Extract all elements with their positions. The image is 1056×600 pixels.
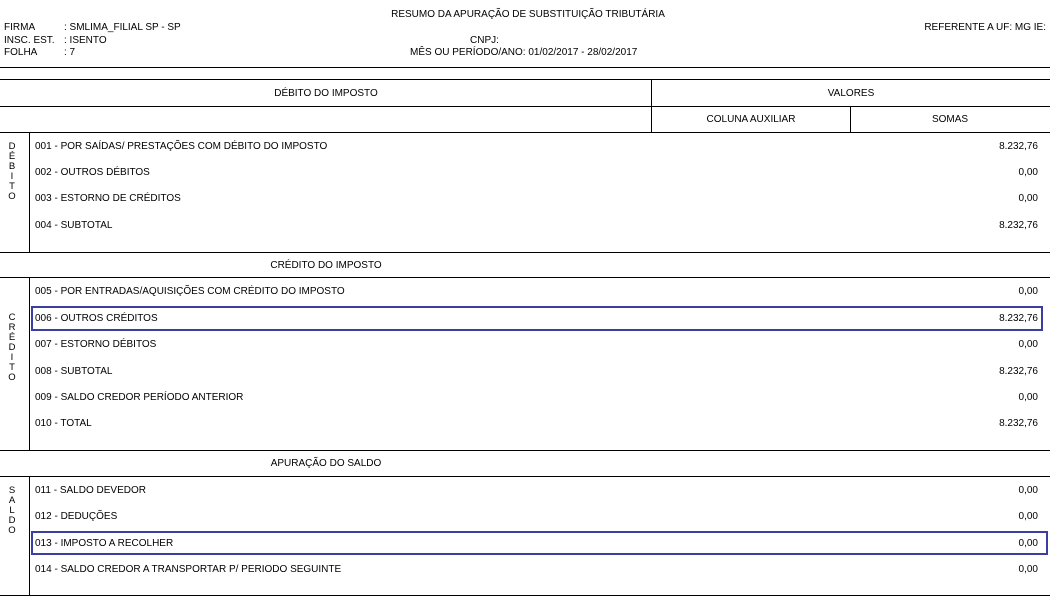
row-006-value: 8.232,76 <box>999 313 1038 324</box>
row-008-value: 8.232,76 <box>999 366 1038 377</box>
periodo-label: MÊS OU PERÍODO/ANO: 01/02/2017 - 28/02/2017 <box>410 47 638 58</box>
row-003-label: 003 - ESTORNO DE CRÉDITOS <box>35 193 181 204</box>
saldo-side-label <box>5 486 19 536</box>
credito-imposto-title: CRÉDITO DO IMPOSTO <box>270 260 382 271</box>
side-letter: C <box>8 312 16 323</box>
firma-value: : SMLIMA_FILIAL SP - SP <box>64 22 181 33</box>
credito-side-divider <box>29 277 30 450</box>
credito-title-bottom-rule <box>0 277 1050 278</box>
debito-imposto-header: DÉBITO DO IMPOSTO <box>274 88 378 99</box>
side-letter: D <box>8 515 16 526</box>
row-012-value: 0,00 <box>1018 511 1038 522</box>
row-008-label: 008 - SUBTOTAL <box>35 366 113 377</box>
saldo-title-top-rule <box>0 450 1050 451</box>
header-rule <box>0 67 1050 68</box>
side-letter: O <box>8 525 16 536</box>
side-letter: A <box>8 495 16 506</box>
row-001-value: 8.232,76 <box>999 141 1038 152</box>
insc-est-label: INSC. EST. <box>4 35 55 46</box>
row-003-value: 0,00 <box>1018 193 1038 204</box>
row-005-value: 0,00 <box>1018 286 1038 297</box>
row-006-label: 006 - OUTROS CRÉDITOS <box>35 313 158 324</box>
somas-header: SOMAS <box>931 114 969 125</box>
row-002-label: 002 - OUTROS DÉBITOS <box>35 167 150 178</box>
row-014-label: 014 - SALDO CREDOR A TRANSPORTAR P/ PERIODO SEGUINTE <box>35 564 342 575</box>
saldo-title-bottom-rule <box>0 476 1050 477</box>
insc-est-value: : ISENTO <box>64 35 107 46</box>
valores-sub-rule <box>652 106 1050 107</box>
row-013-label: 013 - IMPOSTO A RECOLHER <box>35 538 174 549</box>
side-letter: S <box>8 485 16 496</box>
row-011-label: 011 - SALDO DEVEDOR <box>35 485 146 496</box>
side-letter: T <box>9 362 15 373</box>
debito-side-divider <box>29 132 30 252</box>
side-letter: É <box>8 151 16 162</box>
side-letter: B <box>8 161 16 172</box>
row-009-label: 009 - SALDO CREDOR PERÍODO ANTERIOR <box>35 392 244 403</box>
folha-label: FOLHA <box>4 47 38 58</box>
side-letter: D <box>8 141 16 152</box>
cnpj-label: CNPJ: <box>470 35 499 46</box>
valores-header: VALORES <box>827 88 875 99</box>
row-013-value: 0,00 <box>1018 538 1038 549</box>
row-009-value: 0,00 <box>1018 392 1038 403</box>
row-007-label: 007 - ESTORNO DÉBITOS <box>35 339 157 350</box>
side-letter: O <box>8 372 16 383</box>
side-letter: L <box>9 505 15 516</box>
side-letter: I <box>10 171 14 182</box>
row-012-label: 012 - DEDUÇÕES <box>35 511 118 522</box>
row-007-value: 0,00 <box>1018 339 1038 350</box>
table-top-rule <box>0 79 1050 80</box>
side-letter: É <box>8 332 16 343</box>
credito-title-top-rule <box>0 252 1050 253</box>
row-010-value: 8.232,76 <box>999 418 1038 429</box>
side-letter: O <box>8 191 16 202</box>
debito-side-label <box>5 142 19 202</box>
coluna-auxiliar-header: COLUNA AUXILIAR <box>706 114 796 125</box>
row-010-label: 010 - TOTAL <box>35 418 92 429</box>
firma-label: FIRMA <box>4 22 36 33</box>
side-letter: D <box>8 342 16 353</box>
debito-top-rule <box>0 132 1050 133</box>
row-002-value: 0,00 <box>1018 167 1038 178</box>
row-004-value: 8.232,76 <box>999 220 1038 231</box>
referente-uf: REFERENTE A UF: MG IE: <box>924 22 1046 33</box>
highlight-outros-creditos <box>31 306 1043 331</box>
apuracao-saldo-title: APURAÇÃO DO SALDO <box>270 458 382 469</box>
row-001-label: 001 - POR SAÍDAS/ PRESTAÇÕES COM DÉBITO DO IMPOSTO <box>35 141 328 152</box>
row-011-value: 0,00 <box>1018 485 1038 496</box>
side-letter: R <box>8 322 16 333</box>
highlight-imposto-recolher <box>31 531 1048 555</box>
side-letter: T <box>9 181 15 192</box>
side-letter: I <box>10 352 14 363</box>
row-014-value: 0,00 <box>1018 564 1038 575</box>
credito-side-label <box>5 313 19 383</box>
report-title: RESUMO DA APURAÇÃO DE SUBSTITUIÇÃO TRIBUTÁRIA <box>391 9 665 20</box>
row-005-label: 005 - POR ENTRADAS/AQUISIÇÕES COM CRÉDITO DO IMPOSTO <box>35 286 345 297</box>
row-004-label: 004 - SUBTOTAL <box>35 220 113 231</box>
bottom-rule <box>0 595 1050 596</box>
folha-value: : 7 <box>64 47 76 58</box>
saldo-side-divider <box>29 476 30 595</box>
